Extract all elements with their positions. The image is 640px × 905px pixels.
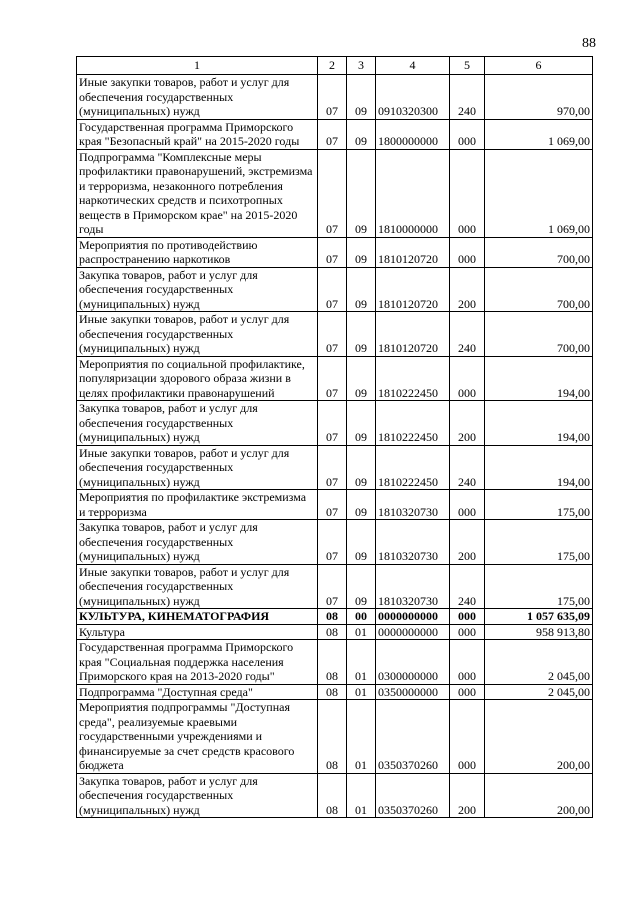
row-amount-cell: 970,00	[485, 75, 593, 120]
row-amount-cell: 194,00	[485, 356, 593, 401]
row-amount-cell: 200,00	[485, 700, 593, 774]
row-name-cell: Закупка товаров, работ и услуг для обеспечения государственных (муниципальных) нужд	[77, 401, 318, 446]
row-section-cell: 07	[318, 356, 347, 401]
row-amount-cell: 200,00	[485, 773, 593, 818]
row-subsection-cell: 09	[347, 356, 376, 401]
row-section-cell: 08	[318, 700, 347, 774]
row-expense-type-cell: 200	[450, 520, 485, 565]
row-target-code-cell: 1810120720	[376, 312, 450, 357]
row-subsection-cell: 01	[347, 624, 376, 640]
row-subsection-cell: 09	[347, 401, 376, 446]
column-header: 1	[77, 57, 318, 75]
row-target-code-cell: 0350370260	[376, 773, 450, 818]
row-target-code-cell: 1810320730	[376, 520, 450, 565]
table-row	[77, 773, 593, 818]
row-amount-cell: 175,00	[485, 490, 593, 520]
row-expense-type-cell: 000	[450, 609, 485, 625]
row-subsection-cell: 09	[347, 520, 376, 565]
row-amount-cell: 1 069,00	[485, 149, 593, 237]
row-target-code-cell: 0350370260	[376, 700, 450, 774]
row-section-cell: 07	[318, 490, 347, 520]
row-target-code-cell: 1810120720	[376, 267, 450, 312]
row-subsection-cell: 09	[347, 237, 376, 267]
row-target-code-cell: 0000000000	[376, 624, 450, 640]
row-name-cell: Мероприятия по противодействию распространению наркотиков	[77, 237, 318, 267]
row-target-code-cell: 0300000000	[376, 640, 450, 685]
row-expense-type-cell: 000	[450, 356, 485, 401]
row-amount-cell: 1 057 635,09	[485, 609, 593, 625]
table-row	[77, 119, 593, 149]
row-target-code-cell: 1810222450	[376, 445, 450, 490]
row-expense-type-cell: 240	[450, 564, 485, 609]
row-expense-type-cell: 000	[450, 640, 485, 685]
row-subsection-cell: 09	[347, 267, 376, 312]
table-row	[77, 401, 593, 446]
column-header: 4	[376, 57, 450, 75]
table-row	[77, 445, 593, 490]
table-row	[77, 237, 593, 267]
table-header-row	[77, 57, 593, 75]
table-row	[77, 640, 593, 685]
row-section-cell: 07	[318, 119, 347, 149]
row-subsection-cell: 01	[347, 640, 376, 685]
row-subsection-cell: 00	[347, 609, 376, 625]
row-section-cell: 07	[318, 445, 347, 490]
table-row	[77, 609, 593, 625]
table-row	[77, 490, 593, 520]
row-name-cell: Государственная программа Приморского края "Социальная поддержка населения Приморского края на 2013-2020 годы"	[77, 640, 318, 685]
row-target-code-cell: 0910320300	[376, 75, 450, 120]
row-name-cell: Иные закупки товаров, работ и услуг для обеспечения государственных (муниципальных) нужд	[77, 564, 318, 609]
table-row	[77, 149, 593, 237]
table-row	[77, 75, 593, 120]
column-header: 6	[485, 57, 593, 75]
row-expense-type-cell: 000	[450, 237, 485, 267]
table-row	[77, 520, 593, 565]
row-expense-type-cell: 000	[450, 684, 485, 700]
row-amount-cell: 175,00	[485, 520, 593, 565]
row-target-code-cell: 0000000000	[376, 609, 450, 625]
row-section-cell: 08	[318, 609, 347, 625]
row-target-code-cell: 1810320730	[376, 564, 450, 609]
table-row	[77, 564, 593, 609]
row-name-cell: Мероприятия по профилактике экстремизма и терроризма	[77, 490, 318, 520]
row-subsection-cell: 01	[347, 700, 376, 774]
row-target-code-cell: 1800000000	[376, 119, 450, 149]
row-amount-cell: 958 913,80	[485, 624, 593, 640]
row-name-cell: Закупка товаров, работ и услуг для обеспечения государственных (муниципальных) нужд	[77, 773, 318, 818]
row-name-cell: Иные закупки товаров, работ и услуг для обеспечения государственных (муниципальных) нужд	[77, 75, 318, 120]
row-section-cell: 08	[318, 624, 347, 640]
row-target-code-cell: 1810222450	[376, 356, 450, 401]
row-name-cell: Иные закупки товаров, работ и услуг для обеспечения государственных (муниципальных) нужд	[77, 312, 318, 357]
row-expense-type-cell: 240	[450, 445, 485, 490]
row-expense-type-cell: 000	[450, 149, 485, 237]
row-name-cell: Мероприятия по социальной профилактике, популяризации здорового образа жизни в целях профилактики правонарушений	[77, 356, 318, 401]
row-target-code-cell: 1810120720	[376, 237, 450, 267]
row-name-cell: Подпрограмма "Комплексные меры профилактики правонарушений, экстремизма и терроризма, незаконного потребления наркотических средств и психотропных веществ в Приморском крае" на 2015-2020 годы	[77, 149, 318, 237]
row-section-cell: 08	[318, 640, 347, 685]
row-subsection-cell: 09	[347, 75, 376, 120]
table-row	[77, 312, 593, 357]
row-section-cell: 07	[318, 564, 347, 609]
row-section-cell: 08	[318, 773, 347, 818]
row-expense-type-cell: 200	[450, 401, 485, 446]
row-section-cell: 07	[318, 75, 347, 120]
row-section-cell: 07	[318, 520, 347, 565]
row-amount-cell: 175,00	[485, 564, 593, 609]
budget-table	[76, 56, 593, 818]
row-target-code-cell: 1810000000	[376, 149, 450, 237]
row-subsection-cell: 09	[347, 149, 376, 237]
column-header: 5	[450, 57, 485, 75]
row-section-cell: 07	[318, 401, 347, 446]
row-name-cell: Государственная программа Приморского края "Безопасный край" на 2015-2020 годы	[77, 119, 318, 149]
row-subsection-cell: 01	[347, 773, 376, 818]
row-amount-cell: 1 069,00	[485, 119, 593, 149]
page-number: 88	[582, 36, 596, 51]
table-row	[77, 356, 593, 401]
row-subsection-cell: 09	[347, 312, 376, 357]
row-name-cell: Подпрограмма "Доступная среда"	[77, 684, 318, 700]
row-amount-cell: 194,00	[485, 401, 593, 446]
row-section-cell: 07	[318, 267, 347, 312]
row-subsection-cell: 09	[347, 490, 376, 520]
row-target-code-cell: 1810320730	[376, 490, 450, 520]
row-subsection-cell: 09	[347, 564, 376, 609]
row-expense-type-cell: 000	[450, 119, 485, 149]
row-expense-type-cell: 240	[450, 75, 485, 120]
row-section-cell: 07	[318, 312, 347, 357]
row-expense-type-cell: 200	[450, 267, 485, 312]
row-expense-type-cell: 000	[450, 700, 485, 774]
row-expense-type-cell: 000	[450, 624, 485, 640]
row-subsection-cell: 01	[347, 684, 376, 700]
row-name-cell: Закупка товаров, работ и услуг для обеспечения государственных (муниципальных) нужд	[77, 267, 318, 312]
row-name-cell: Иные закупки товаров, работ и услуг для обеспечения государственных (муниципальных) нужд	[77, 445, 318, 490]
row-section-cell: 08	[318, 684, 347, 700]
table-row	[77, 267, 593, 312]
row-amount-cell: 700,00	[485, 267, 593, 312]
table-row	[77, 624, 593, 640]
column-header: 3	[347, 57, 376, 75]
row-name-cell: Культура	[77, 624, 318, 640]
row-section-cell: 07	[318, 237, 347, 267]
column-header: 2	[318, 57, 347, 75]
row-section-cell: 07	[318, 149, 347, 237]
row-amount-cell: 700,00	[485, 237, 593, 267]
row-expense-type-cell: 000	[450, 490, 485, 520]
row-expense-type-cell: 200	[450, 773, 485, 818]
row-target-code-cell: 0350000000	[376, 684, 450, 700]
table-row	[77, 684, 593, 700]
table-row	[77, 700, 593, 774]
row-name-cell: Мероприятия подпрограммы "Доступная среда", реализуемые краевыми государственными учреждениями и финансируемые за счет средств красового бюджета	[77, 700, 318, 774]
row-name-cell: КУЛЬТУРА, КИНЕМАТОГРАФИЯ	[77, 609, 318, 625]
row-expense-type-cell: 240	[450, 312, 485, 357]
row-amount-cell: 2 045,00	[485, 684, 593, 700]
row-subsection-cell: 09	[347, 445, 376, 490]
row-subsection-cell: 09	[347, 119, 376, 149]
row-amount-cell: 2 045,00	[485, 640, 593, 685]
row-amount-cell: 700,00	[485, 312, 593, 357]
row-name-cell: Закупка товаров, работ и услуг для обеспечения государственных (муниципальных) нужд	[77, 520, 318, 565]
row-target-code-cell: 1810222450	[376, 401, 450, 446]
row-amount-cell: 194,00	[485, 445, 593, 490]
